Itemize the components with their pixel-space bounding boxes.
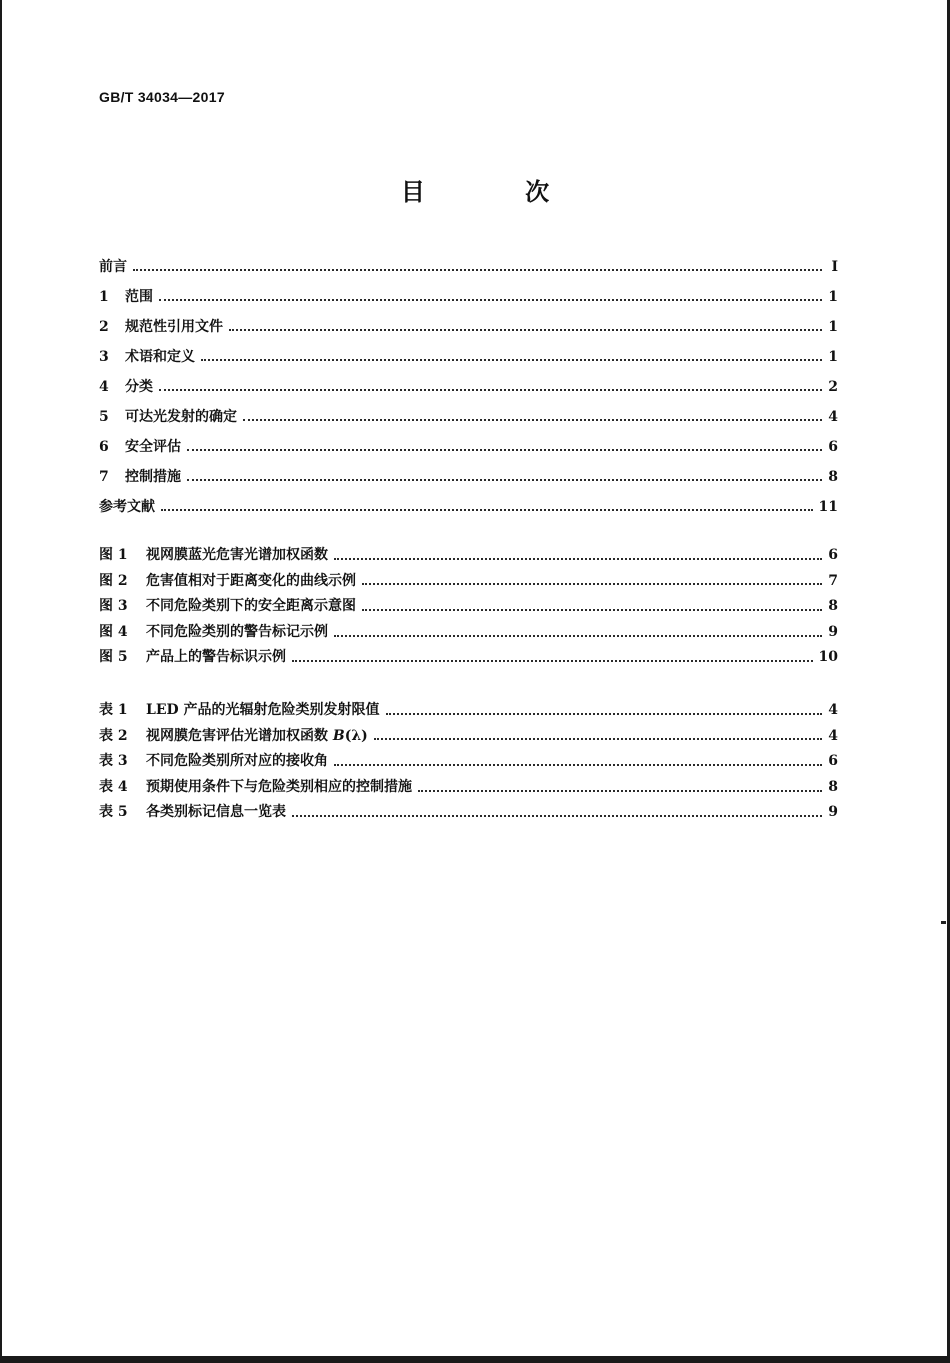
toc-entry-number: 表 5 bbox=[99, 804, 128, 821]
toc-entry-terms[interactable] bbox=[99, 342, 838, 372]
toc-entry-title: LED 产品的光辐射危险类别发射限值 bbox=[146, 702, 380, 718]
toc-entry-number: 6 bbox=[99, 439, 109, 455]
toc-entry-page: 6 bbox=[828, 439, 838, 455]
toc-entry-title: 规范性引用文件 bbox=[125, 319, 223, 335]
toc-entry-title: 控制措施 bbox=[125, 469, 181, 485]
toc-entry-page: 8 bbox=[828, 469, 838, 485]
toc-entry-title: 不同危险类别所对应的接收角 bbox=[146, 753, 328, 770]
dot-leader bbox=[292, 815, 822, 817]
toc-entry-number: 表 3 bbox=[99, 753, 128, 770]
toc-entry-title: 不同危险类别的警告标记示例 bbox=[146, 623, 328, 640]
toc-entry-number: 图 1 bbox=[99, 547, 128, 563]
toc-entry-page: 2 bbox=[828, 379, 838, 395]
toc-entry-page: 1 bbox=[828, 349, 838, 365]
toc-entry-page: 4 bbox=[828, 702, 838, 718]
dot-leader bbox=[229, 329, 822, 331]
toc-entry-emission-determination[interactable] bbox=[99, 402, 838, 432]
toc-entry-foreword[interactable] bbox=[99, 252, 838, 282]
standard-number: GB/T 34034—2017 bbox=[99, 89, 225, 105]
symbol-lambda: (λ) bbox=[344, 727, 368, 744]
toc-entry-control-measures[interactable] bbox=[99, 462, 838, 492]
toc-entry-number: 表 4 bbox=[99, 778, 128, 795]
toc-entry-number: 1 bbox=[99, 289, 109, 305]
toc-entry-scope[interactable] bbox=[99, 282, 838, 312]
toc-entry-title: 视网膜蓝光危害光谱加权函数 bbox=[146, 547, 328, 563]
toc-entry-normative-references[interactable] bbox=[99, 312, 838, 342]
scan-mark bbox=[941, 921, 946, 924]
toc-main-section bbox=[99, 252, 838, 522]
dot-leader bbox=[133, 269, 822, 271]
toc-entry-page: 1 bbox=[828, 319, 838, 335]
toc-entry-classification[interactable] bbox=[99, 372, 838, 402]
toc-entry-page: 11 bbox=[818, 499, 838, 515]
toc-entry-title: 前言 bbox=[99, 259, 127, 275]
toc-figure-entry[interactable] bbox=[99, 543, 838, 569]
dot-leader bbox=[159, 389, 822, 391]
toc-table-entry[interactable] bbox=[99, 749, 838, 775]
toc-entry-title: 术语和定义 bbox=[125, 349, 195, 365]
dot-leader bbox=[418, 790, 822, 792]
dot-leader bbox=[334, 764, 822, 766]
toc-entry-number: 表 2 bbox=[99, 727, 128, 744]
toc-figure-entry[interactable] bbox=[99, 620, 838, 646]
toc-entry-number: 表 1 bbox=[99, 702, 128, 718]
toc-entry-number: 5 bbox=[99, 409, 109, 425]
dot-leader bbox=[292, 660, 813, 662]
toc-entry-number: 2 bbox=[99, 319, 109, 335]
toc-entry-page: 10 bbox=[818, 649, 838, 666]
toc-figure-entry[interactable] bbox=[99, 594, 838, 620]
toc-table-entry[interactable] bbox=[99, 698, 838, 724]
toc-entry-page: 4 bbox=[828, 409, 838, 425]
toc-figures-section bbox=[99, 543, 838, 671]
dot-leader bbox=[334, 558, 822, 560]
toc-entry-page: 4 bbox=[828, 727, 838, 744]
toc-entry-number: 图 5 bbox=[99, 649, 128, 666]
toc-table-entry[interactable] bbox=[99, 724, 838, 750]
toc-entry-title: 参考文献 bbox=[99, 499, 155, 515]
toc-entry-number: 图 3 bbox=[99, 598, 128, 615]
dot-leader bbox=[187, 449, 822, 451]
toc-entry-title-text: 视网膜危害评估光谱加权函数 bbox=[146, 727, 333, 744]
toc-entry-title: 各类别标记信息一览表 bbox=[146, 804, 286, 821]
toc-entry-title: 预期使用条件下与危险类别相应的控制措施 bbox=[146, 778, 412, 795]
toc-entry-page: 6 bbox=[828, 547, 838, 563]
toc-entry-page: 8 bbox=[828, 598, 838, 615]
toc-entry-title: 产品上的警告标识示例 bbox=[146, 649, 286, 666]
toc-entry-number: 图 2 bbox=[99, 572, 128, 589]
dot-leader bbox=[362, 609, 822, 611]
toc-entry-page: 1 bbox=[828, 289, 838, 305]
toc-entry-number: 3 bbox=[99, 349, 109, 365]
dot-leader bbox=[334, 635, 822, 637]
toc-entry-safety-assessment[interactable] bbox=[99, 432, 838, 462]
toc-tables-section bbox=[99, 698, 838, 826]
toc-entry-title: 范围 bbox=[125, 289, 153, 305]
toc-entry-title bbox=[146, 724, 368, 750]
dot-leader bbox=[243, 419, 822, 421]
dot-leader bbox=[161, 509, 813, 511]
symbol-b: B bbox=[332, 727, 345, 744]
dot-leader bbox=[374, 738, 822, 740]
toc-table-entry[interactable] bbox=[99, 800, 838, 826]
toc-entry-page: 6 bbox=[828, 753, 838, 770]
toc-entry-number: 7 bbox=[99, 469, 109, 485]
dot-leader bbox=[187, 479, 822, 481]
toc-entry-number: 4 bbox=[99, 379, 109, 395]
toc-entry-number: 图 4 bbox=[99, 623, 128, 640]
toc-table-entry[interactable] bbox=[99, 775, 838, 801]
toc-entry-bibliography[interactable] bbox=[99, 492, 838, 522]
scan-bottom-edge bbox=[0, 1356, 950, 1363]
toc-entry-page: 9 bbox=[828, 623, 838, 640]
page-title: 目 次 bbox=[400, 178, 596, 206]
toc-entry-page: 7 bbox=[828, 572, 838, 589]
toc-entry-title: 分类 bbox=[125, 379, 153, 395]
dot-leader bbox=[201, 359, 822, 361]
toc-entry-page: 8 bbox=[828, 778, 838, 795]
toc-figure-entry[interactable] bbox=[99, 645, 838, 671]
toc-entry-title: 危害值相对于距离变化的曲线示例 bbox=[146, 572, 356, 589]
toc-entry-title: 安全评估 bbox=[125, 439, 181, 455]
toc-entry-title: 不同危险类别下的安全距离示意图 bbox=[146, 598, 356, 615]
dot-leader bbox=[386, 713, 822, 715]
toc-entry-page: 9 bbox=[828, 804, 838, 821]
toc-entry-title: 可达光发射的确定 bbox=[125, 409, 237, 425]
toc-figure-entry[interactable] bbox=[99, 569, 838, 595]
toc-entry-page: I bbox=[831, 259, 838, 275]
dot-leader bbox=[362, 583, 822, 585]
dot-leader bbox=[159, 299, 822, 301]
